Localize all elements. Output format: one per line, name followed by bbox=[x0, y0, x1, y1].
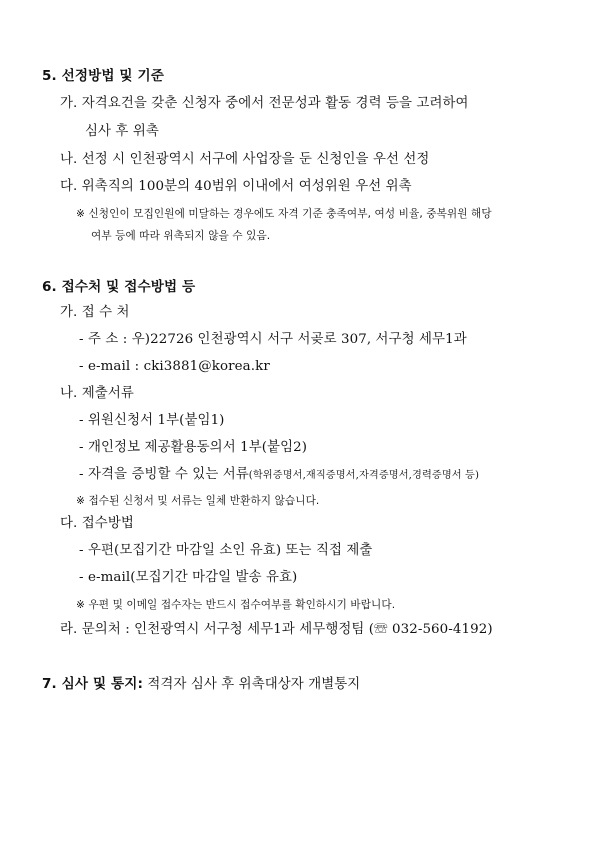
section-5-heading: 5. 선정방법 및 기준 bbox=[42, 68, 164, 84]
section-6-method-2: - e-mail(모집기간 마감일 발송 유효) bbox=[79, 570, 298, 585]
section-6-doc-2: - 개인정보 제공활용동의서 1부(붙임2) bbox=[79, 440, 308, 455]
section-5-item-da: 다. 위촉직의 100분의 40범위 이내에서 여성위원 우선 위촉 bbox=[60, 179, 412, 194]
section-6-email: - e-mail : cki3881@korea.kr bbox=[79, 359, 270, 374]
section-7-heading: 7. 심사 및 통지: bbox=[42, 676, 144, 692]
section-5-item-ga-line1: 가. 자격요건을 갖춘 신청자 중에서 전문성과 활동 경력 등을 고려하여 bbox=[60, 96, 469, 111]
section-6-method-1: - 우편(모집기간 마감일 소인 유효) 또는 직접 제출 bbox=[79, 543, 373, 558]
section-6-doc-3 bbox=[79, 466, 479, 485]
section-6-doc-1: - 위원신청서 1부(붙임1) bbox=[79, 413, 225, 428]
section-5-note-line1: ※ 신청인이 모집인원에 미달하는 경우에도 자격 기준 충족여부, 여성 비율, 중복위원 해당 bbox=[76, 208, 492, 220]
section-5-item-ga-line2: 심사 후 위촉 bbox=[85, 124, 159, 139]
section-5-item-na: 나. 선정 시 인천광역시 서구에 사업장을 둔 신청인을 우선 선정 bbox=[60, 152, 430, 167]
section-5-note-line2: 여부 등에 따라 위촉되지 않을 수 있음. bbox=[91, 230, 271, 242]
section-6-item-da: 다. 접수방법 bbox=[60, 516, 134, 531]
section-7-line bbox=[42, 675, 360, 694]
section-6-item-ra: 라. 문의처 : 인천광역시 서구청 세무1과 세무행정팀 (☏ 032-560-4192) bbox=[60, 622, 493, 637]
section-6-note-docs: ※ 접수된 신청서 및 서류는 일체 반환하지 않습니다. bbox=[76, 495, 320, 507]
section-6-item-ga: 가. 접 수 처 bbox=[60, 305, 130, 320]
section-6-item-na: 나. 제출서류 bbox=[60, 386, 134, 401]
section-7-text: 적격자 심사 후 위촉대상자 개별통지 bbox=[147, 677, 361, 692]
section-6-address: - 주 소 : 우)22726 인천광역시 서구 서곶로 307, 서구청 세무1과 bbox=[79, 332, 467, 347]
section-6-doc-3-detail: (학위증명서,재직증명서,자격증명서,경력증명서 등) bbox=[248, 470, 480, 481]
section-6-heading: 6. 접수처 및 접수방법 등 bbox=[42, 279, 196, 295]
section-6-doc-3-main: - 자격을 증빙할 수 있는 서류 bbox=[79, 467, 249, 482]
section-6-note-method: ※ 우편 및 이메일 접수자는 반드시 접수여부를 확인하시기 바랍니다. bbox=[76, 599, 396, 611]
